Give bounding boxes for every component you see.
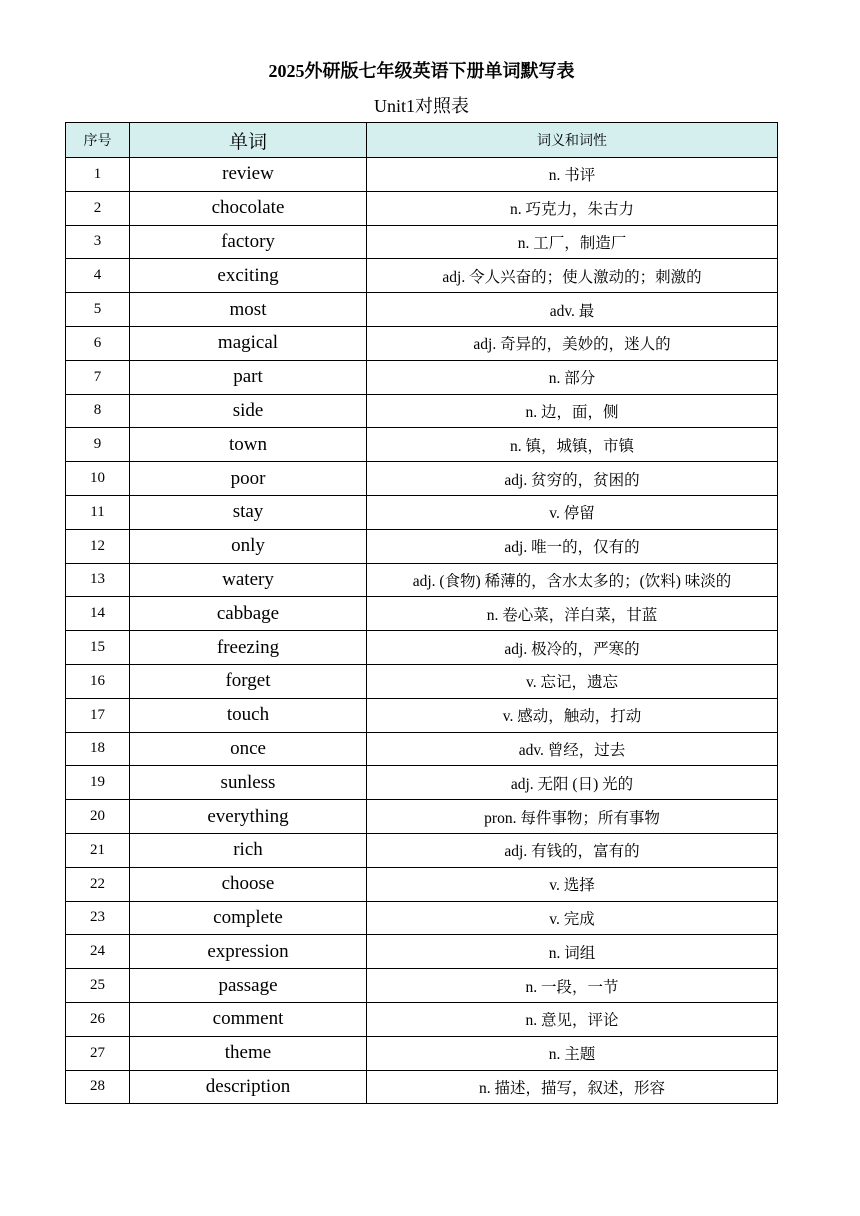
row-number: 16 — [66, 664, 130, 698]
table-row — [66, 732, 778, 766]
row-number: 10 — [66, 462, 130, 496]
row-definition: v. 忘记，遗忘 — [367, 664, 778, 698]
table-row — [66, 698, 778, 732]
row-word: forget — [130, 664, 367, 698]
row-definition: v. 完成 — [367, 901, 778, 935]
row-number: 26 — [66, 1002, 130, 1036]
row-definition: v. 停留 — [367, 495, 778, 529]
row-number: 18 — [66, 732, 130, 766]
row-number: 17 — [66, 698, 130, 732]
row-word: once — [130, 732, 367, 766]
table-row — [66, 833, 778, 867]
row-definition: n. 一段，一节 — [367, 969, 778, 1003]
row-number: 15 — [66, 631, 130, 665]
table-row — [66, 259, 778, 293]
row-number: 13 — [66, 563, 130, 597]
row-word: expression — [130, 935, 367, 969]
row-number: 4 — [66, 259, 130, 293]
table-header-row — [66, 123, 778, 158]
row-word: theme — [130, 1036, 367, 1070]
row-word: most — [130, 293, 367, 327]
row-word: stay — [130, 495, 367, 529]
row-number: 3 — [66, 225, 130, 259]
row-number: 23 — [66, 901, 130, 935]
row-number: 7 — [66, 360, 130, 394]
vocabulary-table — [65, 122, 778, 1104]
table-row — [66, 495, 778, 529]
table-row — [66, 1070, 778, 1104]
row-definition: n. 意见，评论 — [367, 1002, 778, 1036]
row-word: description — [130, 1070, 367, 1104]
row-definition: adj. 唯一的，仅有的 — [367, 529, 778, 563]
table-row — [66, 631, 778, 665]
row-number: 8 — [66, 394, 130, 428]
table-row — [66, 563, 778, 597]
row-word: freezing — [130, 631, 367, 665]
row-number: 28 — [66, 1070, 130, 1104]
row-number: 20 — [66, 800, 130, 834]
table-row — [66, 901, 778, 935]
row-definition: adj. 极冷的，严寒的 — [367, 631, 778, 665]
row-definition: n. 词组 — [367, 935, 778, 969]
row-word: exciting — [130, 259, 367, 293]
table-row — [66, 766, 778, 800]
table-row — [66, 158, 778, 192]
table-row — [66, 969, 778, 1003]
table-row — [66, 800, 778, 834]
table-row — [66, 935, 778, 969]
row-definition: adj. 令人兴奋的；使人激动的；刺激的 — [367, 259, 778, 293]
row-definition: adj. (食物) 稀薄的，含水太多的；(饮料) 味淡的 — [367, 563, 778, 597]
table-body — [66, 158, 778, 1104]
row-definition: pron. 每件事物；所有事物 — [367, 800, 778, 834]
row-word: chocolate — [130, 191, 367, 225]
row-number: 21 — [66, 833, 130, 867]
row-word: watery — [130, 563, 367, 597]
row-number: 24 — [66, 935, 130, 969]
row-definition: n. 主题 — [367, 1036, 778, 1070]
row-definition: n. 镇，城镇，市镇 — [367, 428, 778, 462]
row-word: complete — [130, 901, 367, 935]
row-word: choose — [130, 867, 367, 901]
table-row — [66, 360, 778, 394]
row-word: only — [130, 529, 367, 563]
row-word: passage — [130, 969, 367, 1003]
row-definition: n. 描述，描写，叙述，形容 — [367, 1070, 778, 1104]
header-word: 单词 — [130, 123, 367, 158]
row-definition: adj. 贫穷的，贫困的 — [367, 462, 778, 496]
page-title: 2025外研版七年级英语下册单词默写表 — [268, 61, 575, 81]
row-definition: v. 感动，触动，打动 — [367, 698, 778, 732]
row-word: magical — [130, 326, 367, 360]
table-row — [66, 664, 778, 698]
row-word: review — [130, 158, 367, 192]
row-definition: n. 巧克力，朱古力 — [367, 191, 778, 225]
row-word: side — [130, 394, 367, 428]
table-row — [66, 191, 778, 225]
row-word: cabbage — [130, 597, 367, 631]
table-row — [66, 428, 778, 462]
row-definition: adv. 曾经，过去 — [367, 732, 778, 766]
row-number: 1 — [66, 158, 130, 192]
row-word: touch — [130, 698, 367, 732]
row-definition: n. 部分 — [367, 360, 778, 394]
row-word: sunless — [130, 766, 367, 800]
table-row — [66, 867, 778, 901]
header-definition: 词义和词性 — [367, 123, 778, 158]
row-definition: adj. 无阳 (日) 光的 — [367, 766, 778, 800]
table-row — [66, 462, 778, 496]
header-number: 序号 — [66, 123, 130, 158]
table-row — [66, 326, 778, 360]
table-row — [66, 1036, 778, 1070]
row-word: everything — [130, 800, 367, 834]
row-word: town — [130, 428, 367, 462]
row-definition: n. 工厂，制造厂 — [367, 225, 778, 259]
table-row — [66, 394, 778, 428]
row-definition: n. 卷心菜，洋白菜，甘蓝 — [367, 597, 778, 631]
table-row — [66, 225, 778, 259]
row-number: 14 — [66, 597, 130, 631]
row-number: 9 — [66, 428, 130, 462]
row-word: factory — [130, 225, 367, 259]
table-row — [66, 597, 778, 631]
row-word: part — [130, 360, 367, 394]
row-number: 19 — [66, 766, 130, 800]
row-definition: adj. 有钱的，富有的 — [367, 833, 778, 867]
row-definition: adj. 奇异的，美妙的，迷人的 — [367, 326, 778, 360]
row-number: 27 — [66, 1036, 130, 1070]
unit-subtitle: Unit1对照表 — [373, 96, 469, 116]
row-definition: v. 选择 — [367, 867, 778, 901]
row-number: 2 — [66, 191, 130, 225]
row-definition: n. 书评 — [367, 158, 778, 192]
row-number: 25 — [66, 969, 130, 1003]
row-word: poor — [130, 462, 367, 496]
row-definition: adv. 最 — [367, 293, 778, 327]
row-number: 22 — [66, 867, 130, 901]
table-row — [66, 293, 778, 327]
row-word: comment — [130, 1002, 367, 1036]
row-number: 11 — [66, 495, 130, 529]
row-number: 5 — [66, 293, 130, 327]
row-definition: n. 边，面，侧 — [367, 394, 778, 428]
row-word: rich — [130, 833, 367, 867]
row-number: 6 — [66, 326, 130, 360]
table-row — [66, 529, 778, 563]
table-row — [66, 1002, 778, 1036]
row-number: 12 — [66, 529, 130, 563]
